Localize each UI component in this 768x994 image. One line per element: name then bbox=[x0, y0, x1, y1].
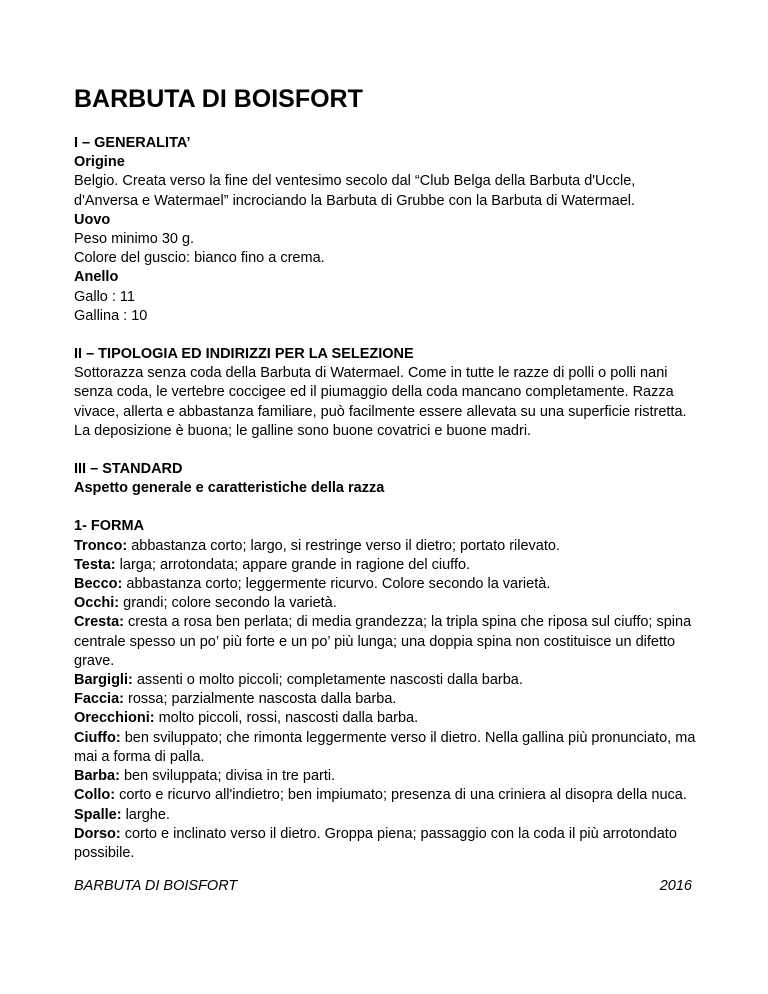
forma-item-label: Ciuffo: bbox=[74, 729, 121, 746]
forma-item-label: Orecchioni: bbox=[74, 710, 155, 727]
forma-item-text: assenti o molto piccoli; completamente nascosti dalla barba. bbox=[132, 672, 523, 689]
forma-item bbox=[74, 556, 696, 575]
forma-item-text: cresta a rosa ben perlata; di media grandezza; la tripla spina che riposa sul ciuffo; spina centrale spesso un po’ più forte e un po’ più lunga; una doppia spina non costituisce un difetto grave. bbox=[74, 614, 692, 669]
section-heading: I – GENERALITA’ bbox=[74, 135, 191, 151]
uovo-label: Uovo bbox=[74, 211, 111, 228]
forma-item bbox=[74, 729, 696, 767]
forma-item bbox=[74, 575, 696, 594]
forma-item-text: rossa; parzialmente nascosta dalla barba. bbox=[123, 691, 397, 708]
forma-item bbox=[74, 709, 696, 728]
section-forma bbox=[74, 517, 696, 863]
forma-item-label: Collo: bbox=[74, 787, 116, 804]
forma-list bbox=[74, 537, 696, 863]
forma-item-text: ben sviluppata; divisa in tre parti. bbox=[119, 768, 336, 785]
section-heading: III – STANDARD bbox=[74, 461, 183, 478]
section-subheading: Aspetto generale e caratteristiche della razza bbox=[74, 480, 385, 497]
anello-label: Anello bbox=[74, 269, 119, 286]
footer-year: 2016 bbox=[659, 878, 692, 894]
forma-item-text: corto e ricurvo all'indietro; ben impiumato; presenza di una criniera al disopra della nuca. bbox=[115, 787, 687, 804]
anello-line: Gallo : 11 bbox=[74, 288, 135, 305]
forma-item bbox=[74, 671, 696, 690]
forma-item bbox=[74, 767, 696, 786]
forma-item-text: abbastanza corto; largo, si restringe verso il dietro; portato rilevato. bbox=[127, 537, 560, 554]
forma-item bbox=[74, 594, 696, 613]
section-heading: 1- FORMA bbox=[74, 518, 145, 535]
origine-label: Origine bbox=[74, 154, 125, 171]
tipologia-text: Sottorazza senza coda della Barbuta di Watermael. Come in tutte le razze di polli o polli nani senza coda, le vertebre coccigee ed il piumaggio della coda mancano completamente. Razza vivace, allerta e abbastanza familiare, può facilmente essere allevata su una superficie ristretta. La deposizione è buona; le galline sono buone covatrici e buone madri. bbox=[74, 365, 687, 439]
forma-item bbox=[74, 613, 696, 671]
anello-line: Gallina : 10 bbox=[74, 307, 148, 324]
section-heading: II – TIPOLOGIA ED INDIRIZZI PER LA SELEZIONE bbox=[74, 346, 414, 363]
document-page bbox=[74, 84, 696, 863]
forma-item-text: larga; arrotondata; appare grande in ragione del ciuffo. bbox=[115, 556, 471, 573]
forma-item-label: Cresta: bbox=[74, 614, 124, 631]
forma-item bbox=[74, 825, 696, 863]
forma-item-text: molto piccoli, rossi, nascosti dalla barba. bbox=[154, 710, 419, 727]
forma-item-label: Testa: bbox=[74, 556, 116, 573]
forma-item-text: larghe. bbox=[121, 806, 170, 823]
forma-item bbox=[74, 786, 696, 805]
section-generalita bbox=[74, 134, 696, 326]
forma-item bbox=[74, 690, 696, 709]
forma-item-label: Tronco: bbox=[74, 537, 128, 554]
forma-item-text: abbastanza corto; leggermente ricurvo. Colore secondo la varietà. bbox=[122, 576, 551, 593]
forma-item-label: Spalle: bbox=[74, 806, 122, 823]
forma-item-label: Barba: bbox=[74, 768, 120, 785]
section-standard bbox=[74, 460, 696, 498]
uovo-line: Peso minimo 30 g. bbox=[74, 231, 195, 248]
page-title: BARBUTA DI BOISFORT bbox=[74, 85, 363, 113]
forma-item-label: Becco: bbox=[74, 576, 123, 593]
forma-item-text: grandi; colore secondo la varietà. bbox=[119, 595, 337, 612]
footer-title: BARBUTA DI BOISFORT bbox=[74, 878, 238, 894]
forma-item-label: Bargigli: bbox=[74, 672, 133, 689]
forma-item bbox=[74, 806, 696, 825]
origine-text: Belgio. Creata verso la fine del ventesimo secolo dal “Club Belga della Barbuta d'Uccle, d'Anversa e Watermael” incrociando la Barbuta di Grubbe con la Barbuta di Watermael. bbox=[74, 173, 636, 209]
forma-item-label: Faccia: bbox=[74, 691, 124, 708]
forma-item-text: corto e inclinato verso il dietro. Groppa piena; passaggio con la coda il più arrotondato possibile. bbox=[74, 825, 677, 861]
forma-item-label: Occhi: bbox=[74, 595, 120, 612]
forma-item bbox=[74, 537, 696, 556]
section-tipologia bbox=[74, 345, 696, 441]
forma-item-text: ben sviluppato; che rimonta leggermente verso il dietro. Nella gallina più pronunciato, ma mai a forma di palla. bbox=[74, 729, 696, 765]
uovo-line: Colore del guscio: bianco fino a crema. bbox=[74, 250, 325, 267]
forma-item-label: Dorso: bbox=[74, 825, 121, 842]
